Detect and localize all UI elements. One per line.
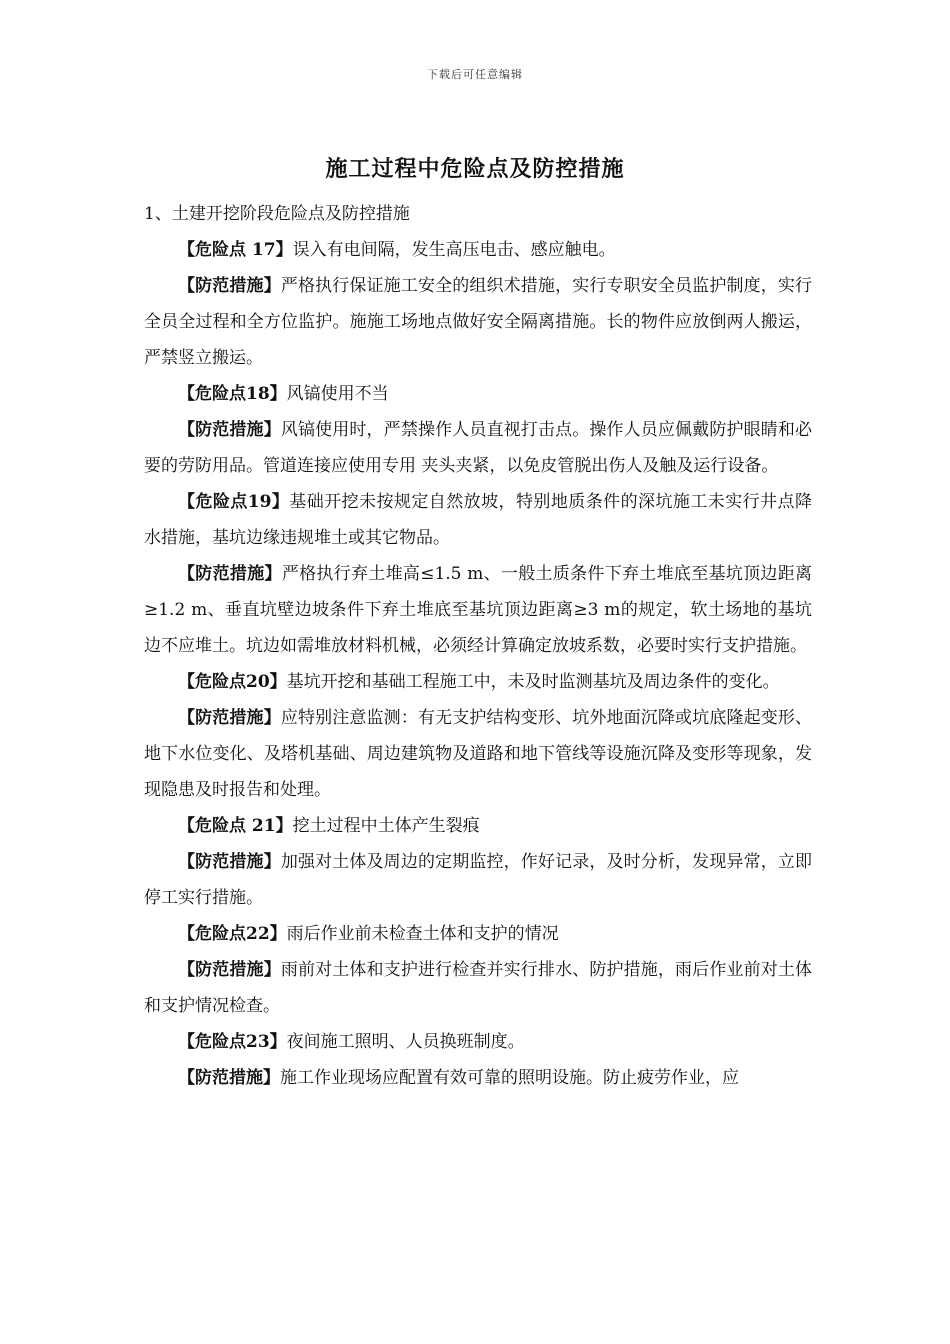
- danger-point-22: [144, 916, 812, 952]
- danger-point-20: [144, 664, 812, 700]
- danger-tag: 【危险点19】: [178, 492, 290, 512]
- danger-point-17: [144, 232, 812, 268]
- measure-tag: 【防范措施】: [178, 1068, 280, 1088]
- danger-point-23: [144, 1024, 812, 1060]
- danger-text: 基坑开挖和基础工程施工中，未及时监测基坑及周边条件的变化。: [286, 672, 780, 692]
- measure-17: [144, 268, 812, 376]
- measure-tag: 【防范措施】: [178, 960, 281, 980]
- measure-text: 风镐使用时，严禁操作人员直视打击点。操作人员应佩戴防护眼睛和必要的劳防用品。管道连接应使用专用 夹头夹紧，以免皮管脱出伤人及触及运行设备。: [144, 420, 813, 476]
- danger-text: 夜间施工照明、人员换班制度。: [286, 1032, 525, 1052]
- danger-text: 误入有电间隔，发生高压电击、感应触电。: [292, 240, 616, 260]
- measure-tag: 【防范措施】: [178, 852, 281, 872]
- danger-tag: 【危险点18】: [178, 384, 287, 404]
- danger-point-19: [144, 484, 812, 556]
- measure-text: 严格执行保证施工安全的组织术措施，实行专职安全员监护制度，实行全员全过程和全方位监护。施施工场地点做好安全隔离措施。长的物件应放倒两人搬运，严禁竖立搬运。: [144, 276, 813, 368]
- document-body: [144, 196, 812, 1096]
- measure-text: 施工作业现场应配置有效可靠的照明设施。防止疲劳作业，应: [280, 1068, 739, 1088]
- measure-20: [144, 700, 812, 808]
- danger-tag: 【危险点23】: [178, 1032, 287, 1052]
- danger-text: 雨后作业前未检查土体和支护的情况: [286, 924, 559, 944]
- measure-19: [144, 556, 812, 664]
- danger-text: 挖土过程中土体产生裂痕: [292, 816, 480, 836]
- danger-text: 风镐使用不当: [286, 384, 389, 404]
- page-header: 下载后可任意编辑: [427, 68, 523, 81]
- measure-text: 应特别注意监测：有无支护结构变形、坑外地面沉降或坑底隆起变形、地下水位变化、及塔机基础、周边建筑物及道路和地下管线等设施沉降及变形等现象，发现隐患及时报告和处理。: [144, 708, 813, 800]
- measure-text: 严格执行弃土堆高≤1.5 m、一般土质条件下弃土堆底至基坑顶边距离≥1.2 m、垂直坑壁边坡条件下弃土堆底至基坑顶边距离≥3 m的规定，软土场地的基坑边不应堆土。坑边如需堆放材料机械，必须经计算确定放坡系数，必要时实行支护措施。: [144, 564, 813, 656]
- measure-tag: 【防范措施】: [178, 708, 281, 728]
- danger-text: 基础开挖未按规定自然放坡，特别地质条件的深坑施工未实行井点降水措施，基坑边缘违规堆土或其它物品。: [144, 492, 812, 548]
- danger-tag: 【危险点 17】: [178, 240, 293, 260]
- measure-tag: 【防范措施】: [178, 276, 281, 296]
- measure-22: [144, 952, 812, 1024]
- measure-tag: 【防范措施】: [178, 420, 281, 440]
- section-heading: 1、土建开挖阶段危险点及防控措施: [144, 204, 410, 224]
- measure-text: 雨前对土体和支护进行检查并实行排水、防护措施，雨后作业前对土体和支护情况检查。: [144, 960, 813, 1016]
- measure-18: [144, 412, 812, 484]
- measure-tag: 【防范措施】: [178, 564, 282, 584]
- danger-tag: 【危险点 21】: [178, 816, 293, 836]
- danger-point-18: [144, 376, 812, 412]
- measure-21: [144, 844, 812, 916]
- document-title: 施工过程中危险点及防控措施: [325, 156, 625, 182]
- danger-tag: 【危险点20】: [178, 672, 287, 692]
- measure-23: [144, 1060, 812, 1096]
- measure-text: 加强对土体及周边的定期监控，作好记录，及时分析，发现异常，立即停工实行措施。: [144, 852, 813, 908]
- danger-point-21: [144, 808, 812, 844]
- danger-tag: 【危险点22】: [178, 924, 287, 944]
